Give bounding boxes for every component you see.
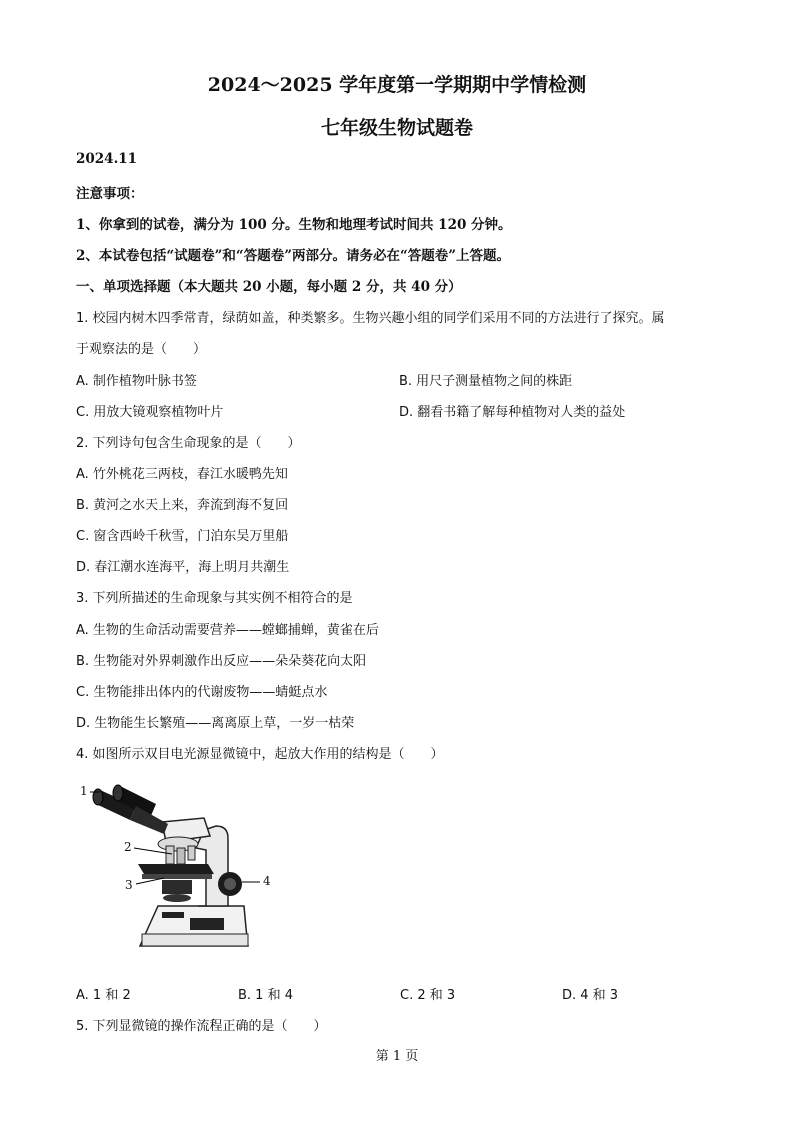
q4-stem: 4. 如图所示双目电光源显微镜中，起放大作用的结构是（ ） bbox=[76, 747, 444, 762]
q3-option-c: C. 生物能排出体内的代谢废物——蜻蜓点水 bbox=[76, 685, 328, 700]
q4-option-a: A. 1 和 2 bbox=[76, 988, 131, 1003]
q5-stem: 5. 下列显微镜的操作流程正确的是（ ） bbox=[76, 1019, 327, 1034]
notice-item-2: 2、本试卷包括“试题卷”和“答题卷”两部分。请务必在“答题卷”上答题。 bbox=[76, 248, 510, 264]
microscope-illustration bbox=[78, 778, 278, 958]
page-number: 第 1 页 bbox=[375, 1049, 419, 1064]
q2-option-a: A. 竹外桃花三两枝，春江水暖鸭先知 bbox=[76, 467, 288, 482]
q1-option-a: A. 制作植物叶脉书签 bbox=[76, 374, 197, 389]
q1-stem-line2: 于观察法的是（ ） bbox=[76, 342, 207, 357]
q4-option-c: C. 2 和 3 bbox=[400, 988, 456, 1003]
q3-option-b: B. 生物能对外界刺激作出反应——朵朵葵花向太阳 bbox=[76, 654, 367, 669]
exam-subtitle: 七年级生物试题卷 bbox=[320, 117, 473, 139]
q2-stem: 2. 下列诗句包含生命现象的是（ ） bbox=[76, 436, 301, 451]
figure-label-2: 2 bbox=[124, 840, 132, 854]
q4-option-d: D. 4 和 3 bbox=[562, 988, 619, 1003]
q4-option-b: B. 1 和 4 bbox=[238, 988, 293, 1003]
q2-option-d: D. 春江潮水连海平，海上明月共潮生 bbox=[76, 560, 290, 575]
figure-label-1: 1 bbox=[80, 784, 88, 798]
q2-option-c: C. 窗含西岭千秋雪，门泊东吴万里船 bbox=[76, 529, 289, 544]
exam-date: 2024.11 bbox=[76, 151, 138, 167]
section-heading: 一、单项选择题（本大题共 20 小题，每小题 2 分，共 40 分） bbox=[76, 279, 462, 295]
notice-item-1: 1、你拿到的试卷，满分为 100 分。生物和地理考试时间共 120 分钟。 bbox=[76, 217, 512, 233]
figure-label-4: 4 bbox=[263, 874, 271, 888]
q1-stem-line1: 1. 校园内树木四季常青，绿荫如盖，种类繁多。生物兴趣小组的同学们采用不同的方法进行了探究。属 bbox=[76, 311, 665, 326]
q1-option-b: B. 用尺子测量植物之间的株距 bbox=[399, 374, 573, 389]
q2-option-b: B. 黄河之水天上来，奔流到海不复回 bbox=[76, 498, 289, 513]
figure-label-3: 3 bbox=[125, 878, 133, 892]
q1-option-d: D. 翻看书籍了解每种植物对人类的益处 bbox=[399, 405, 626, 420]
microscope-figure bbox=[78, 778, 278, 958]
notice-heading: 注意事项： bbox=[76, 186, 144, 202]
q1-option-c: C. 用放大镜观察植物叶片 bbox=[76, 405, 224, 420]
q3-option-a: A. 生物的生命活动需要营养——螳螂捕蝉，黄雀在后 bbox=[76, 623, 379, 638]
exam-title: 2024～2025 学年度第一学期期中学情检测 bbox=[207, 74, 587, 96]
q3-stem: 3. 下列所描述的生命现象与其实例不相符合的是 bbox=[76, 591, 353, 606]
q3-option-d: D. 生物能生长繁殖——离离原上草，一岁一枯荣 bbox=[76, 716, 355, 731]
